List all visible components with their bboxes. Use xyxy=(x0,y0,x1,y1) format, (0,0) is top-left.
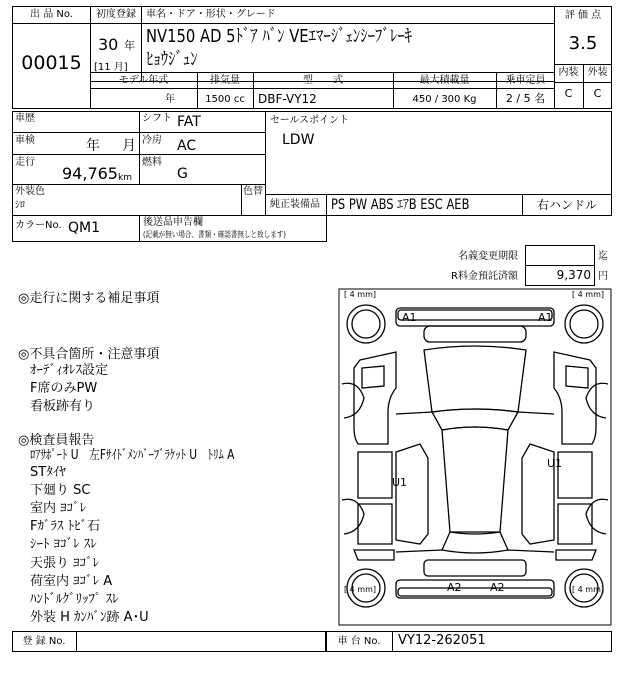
model-year-unit: 年 xyxy=(165,94,175,105)
inspector-item: 荷室内 ﾖｺﾞﾚ A xyxy=(30,574,113,589)
left-sill xyxy=(354,550,394,560)
displacement-label: 排気量 xyxy=(210,75,240,86)
color-label: 外装色 xyxy=(15,186,45,197)
damage-mark: U1 xyxy=(392,476,408,489)
defect-item: F席のみPW xyxy=(30,381,98,396)
left-side-glass xyxy=(396,444,428,544)
inspector-item: STﾀｲﾔ xyxy=(30,465,66,480)
inspector-item: ﾊﾝﾄﾞﾙｸﾞﾘｯﾌﾟ ｽﾚ xyxy=(30,592,119,607)
chassis-no-value: VY12-262051 xyxy=(398,633,486,648)
score-value: 3.5 xyxy=(568,33,598,54)
ac-label: 冷房 xyxy=(142,135,162,146)
tire-front-left xyxy=(347,305,385,343)
model-code-label: 型 式 xyxy=(303,75,343,86)
registration-month: [11 月] xyxy=(94,62,128,73)
fuel-label: 燃料 xyxy=(142,157,162,168)
inspection-label: 車検 xyxy=(15,135,35,146)
sales-point-label: セールスポイント xyxy=(270,115,350,126)
name-change-unit: 迄 xyxy=(598,251,608,262)
model-code-value: DBF-VY12 xyxy=(258,92,317,106)
right-sill xyxy=(556,550,596,560)
mileage-value: 94,765 xyxy=(62,164,118,183)
exterior-label: 外装 xyxy=(587,67,608,78)
inspector-item: 室内 ﾖｺﾞﾚ xyxy=(30,501,87,516)
capacity-label: 乗車定員 xyxy=(505,75,546,86)
color-value: ｼﾛ xyxy=(15,200,25,211)
max-load-label: 最大積載量 xyxy=(419,75,470,86)
name-change-label: 名義変更期限 xyxy=(458,251,518,262)
damage-mark: A2 xyxy=(490,581,505,594)
repaint-label: 色替 xyxy=(243,186,263,197)
grille xyxy=(424,326,526,342)
damage-mark: A2 xyxy=(447,581,462,594)
front-bumper xyxy=(396,308,554,326)
inspector-item: 天張り ﾖｺﾞﾚ xyxy=(30,556,100,571)
tire-depth-front-right: [ 4 mm] xyxy=(572,290,605,299)
defects-title: ◎不具合箇所・注意事項 xyxy=(18,347,160,362)
tire-depth-rear-right: [ 4 mm] xyxy=(572,585,605,594)
defect-item: 看板跡有り xyxy=(30,399,96,414)
model-year-label: モデル年式 xyxy=(118,75,169,86)
history-label: 車歴 xyxy=(15,113,35,124)
vehicle-name-line2: ﾋｮｳｼﾞｭﾝ xyxy=(146,49,198,70)
inspector-item: 下廻り SC xyxy=(30,483,91,498)
steering-value: 右ハンドル xyxy=(536,198,597,212)
name-change-field xyxy=(525,245,595,266)
registration-no-label: 登 録 No. xyxy=(22,636,66,647)
mileage-unit: km xyxy=(118,173,132,183)
left-front-fender xyxy=(354,352,396,444)
inspection-year: 年 xyxy=(86,138,100,154)
tire-depth-rear-left: [ 4 mm] xyxy=(344,585,377,594)
registration-label: 初度登録 xyxy=(96,9,136,20)
recycle-fee-value: 9,370 xyxy=(556,268,591,282)
inspector-item: ｼｰﾄ ﾖｺﾞﾚ ｽﾚ xyxy=(30,537,97,552)
chassis-no-label: 車 台 No. xyxy=(337,636,381,647)
color-no-value: QM1 xyxy=(68,220,101,236)
shift-label: シフト xyxy=(142,113,172,124)
fuel-value: G xyxy=(177,166,188,182)
inspector-item: Fｶﾞﾗｽ ﾄﾋﾞ石 xyxy=(30,519,101,534)
vehicle-name-label: 車名・ドア・形状・グレード xyxy=(146,9,276,20)
tailgate xyxy=(424,560,526,576)
registration-year: 30 xyxy=(98,35,119,54)
interior-label: 内装 xyxy=(558,67,579,78)
mileage-label: 走行 xyxy=(15,157,35,168)
shift-value: FAT xyxy=(177,114,201,130)
tire-front-right xyxy=(565,305,603,343)
rear-bumper xyxy=(396,580,554,598)
roof xyxy=(442,427,508,534)
interior-grade: C xyxy=(564,87,573,100)
right-front-fender xyxy=(554,352,596,444)
inspection-month: 月 xyxy=(122,138,136,154)
damage-diagram xyxy=(338,288,612,626)
exterior-grade: C xyxy=(593,87,602,100)
tire-depth-front-left: [ 4 mm] xyxy=(344,290,377,299)
inspector-item: ﾛｱｻﾎﾟｰﾄ U 左Fｻｲﾄﾞﾒﾝﾊﾞｰﾌﾞﾗｹｯﾄ U ﾄﾘﾑ A xyxy=(30,448,235,463)
lot-label: 出 品 No. xyxy=(30,9,73,20)
sales-point-value: LDW xyxy=(282,132,315,148)
equipment-value: PS PW ABS ｴｱB ESC AEB xyxy=(331,197,470,213)
damage-mark: A1 xyxy=(538,311,553,324)
recycle-fee-unit: 円 xyxy=(598,271,608,282)
color-no-label: カラーNo. xyxy=(15,220,62,231)
recycle-fee-label: R料金預託済額 xyxy=(451,271,518,282)
damage-mark: A1 xyxy=(402,311,417,324)
capacity-value: 2 / 5 名 xyxy=(505,92,546,105)
ac-value: AC xyxy=(177,138,197,154)
vehicle-name-line1: NV150 AD 5ﾄﾞｱ ﾊﾞﾝ VEｴﾏｰｼﾞｪﾝｼｰﾌﾞﾚｰｷ xyxy=(146,26,412,47)
max-load-value: 450 / 300 Kg xyxy=(412,94,477,105)
registration-year-unit: 年 xyxy=(124,39,135,52)
aftermarket-label: 後送品申告欄 xyxy=(143,217,203,228)
right-front-door xyxy=(558,452,592,498)
inspector-title: ◎検査員報告 xyxy=(18,433,95,448)
driving-notes-title: ◎走行に関する補足事項 xyxy=(18,291,160,306)
rear-glass xyxy=(442,532,508,553)
lot-number: 00015 xyxy=(21,52,82,74)
defect-item: ｵｰﾃﾞｨｵﾚｽ設定 xyxy=(30,363,109,378)
left-front-door xyxy=(358,452,392,498)
hood xyxy=(424,346,526,412)
aftermarket-note: (記載が無い場合、書類・確認書無しと致します) xyxy=(143,230,286,239)
equipment-label: 純正装備品 xyxy=(270,199,320,210)
damage-mark: U1 xyxy=(547,457,563,470)
inspector-item: 外装 H ｶﾝﾊﾞﾝ跡 A･U xyxy=(30,610,149,625)
displacement-value: 1500 cc xyxy=(205,94,245,105)
score-label: 評 価 点 xyxy=(564,10,602,21)
